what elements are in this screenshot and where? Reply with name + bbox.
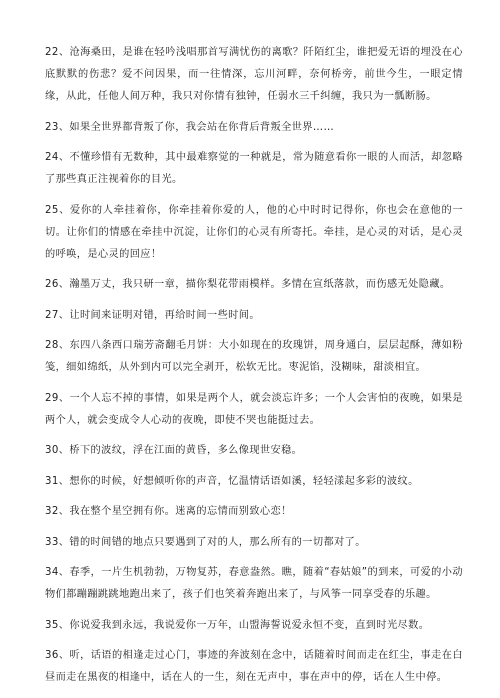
paragraph-24: 24、不懂珍惜有无数种，其中最难察觉的一种就是，常为随意看你一眼的人而活，却忽略了那些真正注视着你的目光。	[45, 152, 463, 185]
paragraph-36: 36、听，话语的相逢走过心门，事迹的奔波刻在念中，话随着时间而走在红尘，事走在白昼而走在黑夜的相逢中，话在人的一生，刻在无声中，事在声中的停，话在人生中停。	[45, 650, 463, 683]
paragraph-23: 23、如果全世界都背叛了你，我会站在你背后背叛全世界……	[45, 121, 335, 133]
paragraph-31: 31、想你的时候，好想倾听你的声音，忆温情话语如溪，轻轻漾起多彩的波纹。	[45, 475, 419, 487]
paragraph-26: 26、瀚墨万丈，我只研一章，描你梨花带雨模样。多情在宣纸落款，而伤感无处隐藏。	[45, 279, 451, 290]
paragraph-29: 29、一个人忘不掉的事情，如果是两个人，就会淡忘许多；一个人会害怕的夜晚，如果是两个人，就会变成令人心动的夜晚，即使不哭也能挺过去。	[45, 392, 463, 426]
paragraph-25: 25、爱你的人牵挂着你，你牵挂着你爱的人，他的心中时时记得你，你也会在意他的一切。让你们的情感在牵挂中沉淀，让你们的心灵有所寄托。牵挂，是心灵的对话，是心灵的呼唤，是心灵的回应！	[45, 204, 463, 260]
paragraph-30: 30、桥下的波纹，浮在江面的黄昏，多么像现世安稳。	[45, 445, 303, 456]
paragraph-28: 28、东四八条西口瑞芳斋翻毛月饼：大小如现在的玫瑰饼，周身通白，层层起酥，薄如粉笺，细如绵纸，从外到内可以完全剥开，松软无比。枣泥馅，没糊味，甜淡相宜。	[45, 340, 463, 373]
paragraph-32: 32、我在整个星空拥有你。迷离的忘情而别致心恋！	[45, 506, 292, 517]
document-body	[45, 42, 463, 698]
paragraph-27: 27、让时间来证明对错，再给时间一些时间。	[45, 309, 260, 321]
paragraph-22: 22、沧海桑田，是谁在轻吟浅唱那首写满忧伤的离歌？阡陌红尘，谁把爱无语的埋没在心底默默的伤悲？爱不问因果，而一往情深，忘川河畔，奈何桥旁，前世今生，一眼定情缘，从此，任他人间万种，我只对你情有独钟，任弱水三千纠缠，我只为一瓢断肠。	[45, 47, 463, 102]
paragraph-33: 33、错的时间错的地点只要遇到了对的人，那么所有的一切都对了。	[45, 536, 366, 548]
paragraph-34: 34、春季，一片生机勃勃，万物复苏，春意盎然。瞧，随着“春姑娘”的到来，可爱的小动物们都蹦蹦跳跳地跑出来了，孩子们也笑着奔跑出来了，与风筝一同享受春的乐趣。	[45, 567, 463, 600]
paragraph-35: 35、你说爱我到永远，我说爱你一万年，山盟海誓说爱永恒不变，直到时光尽数。	[45, 619, 430, 631]
